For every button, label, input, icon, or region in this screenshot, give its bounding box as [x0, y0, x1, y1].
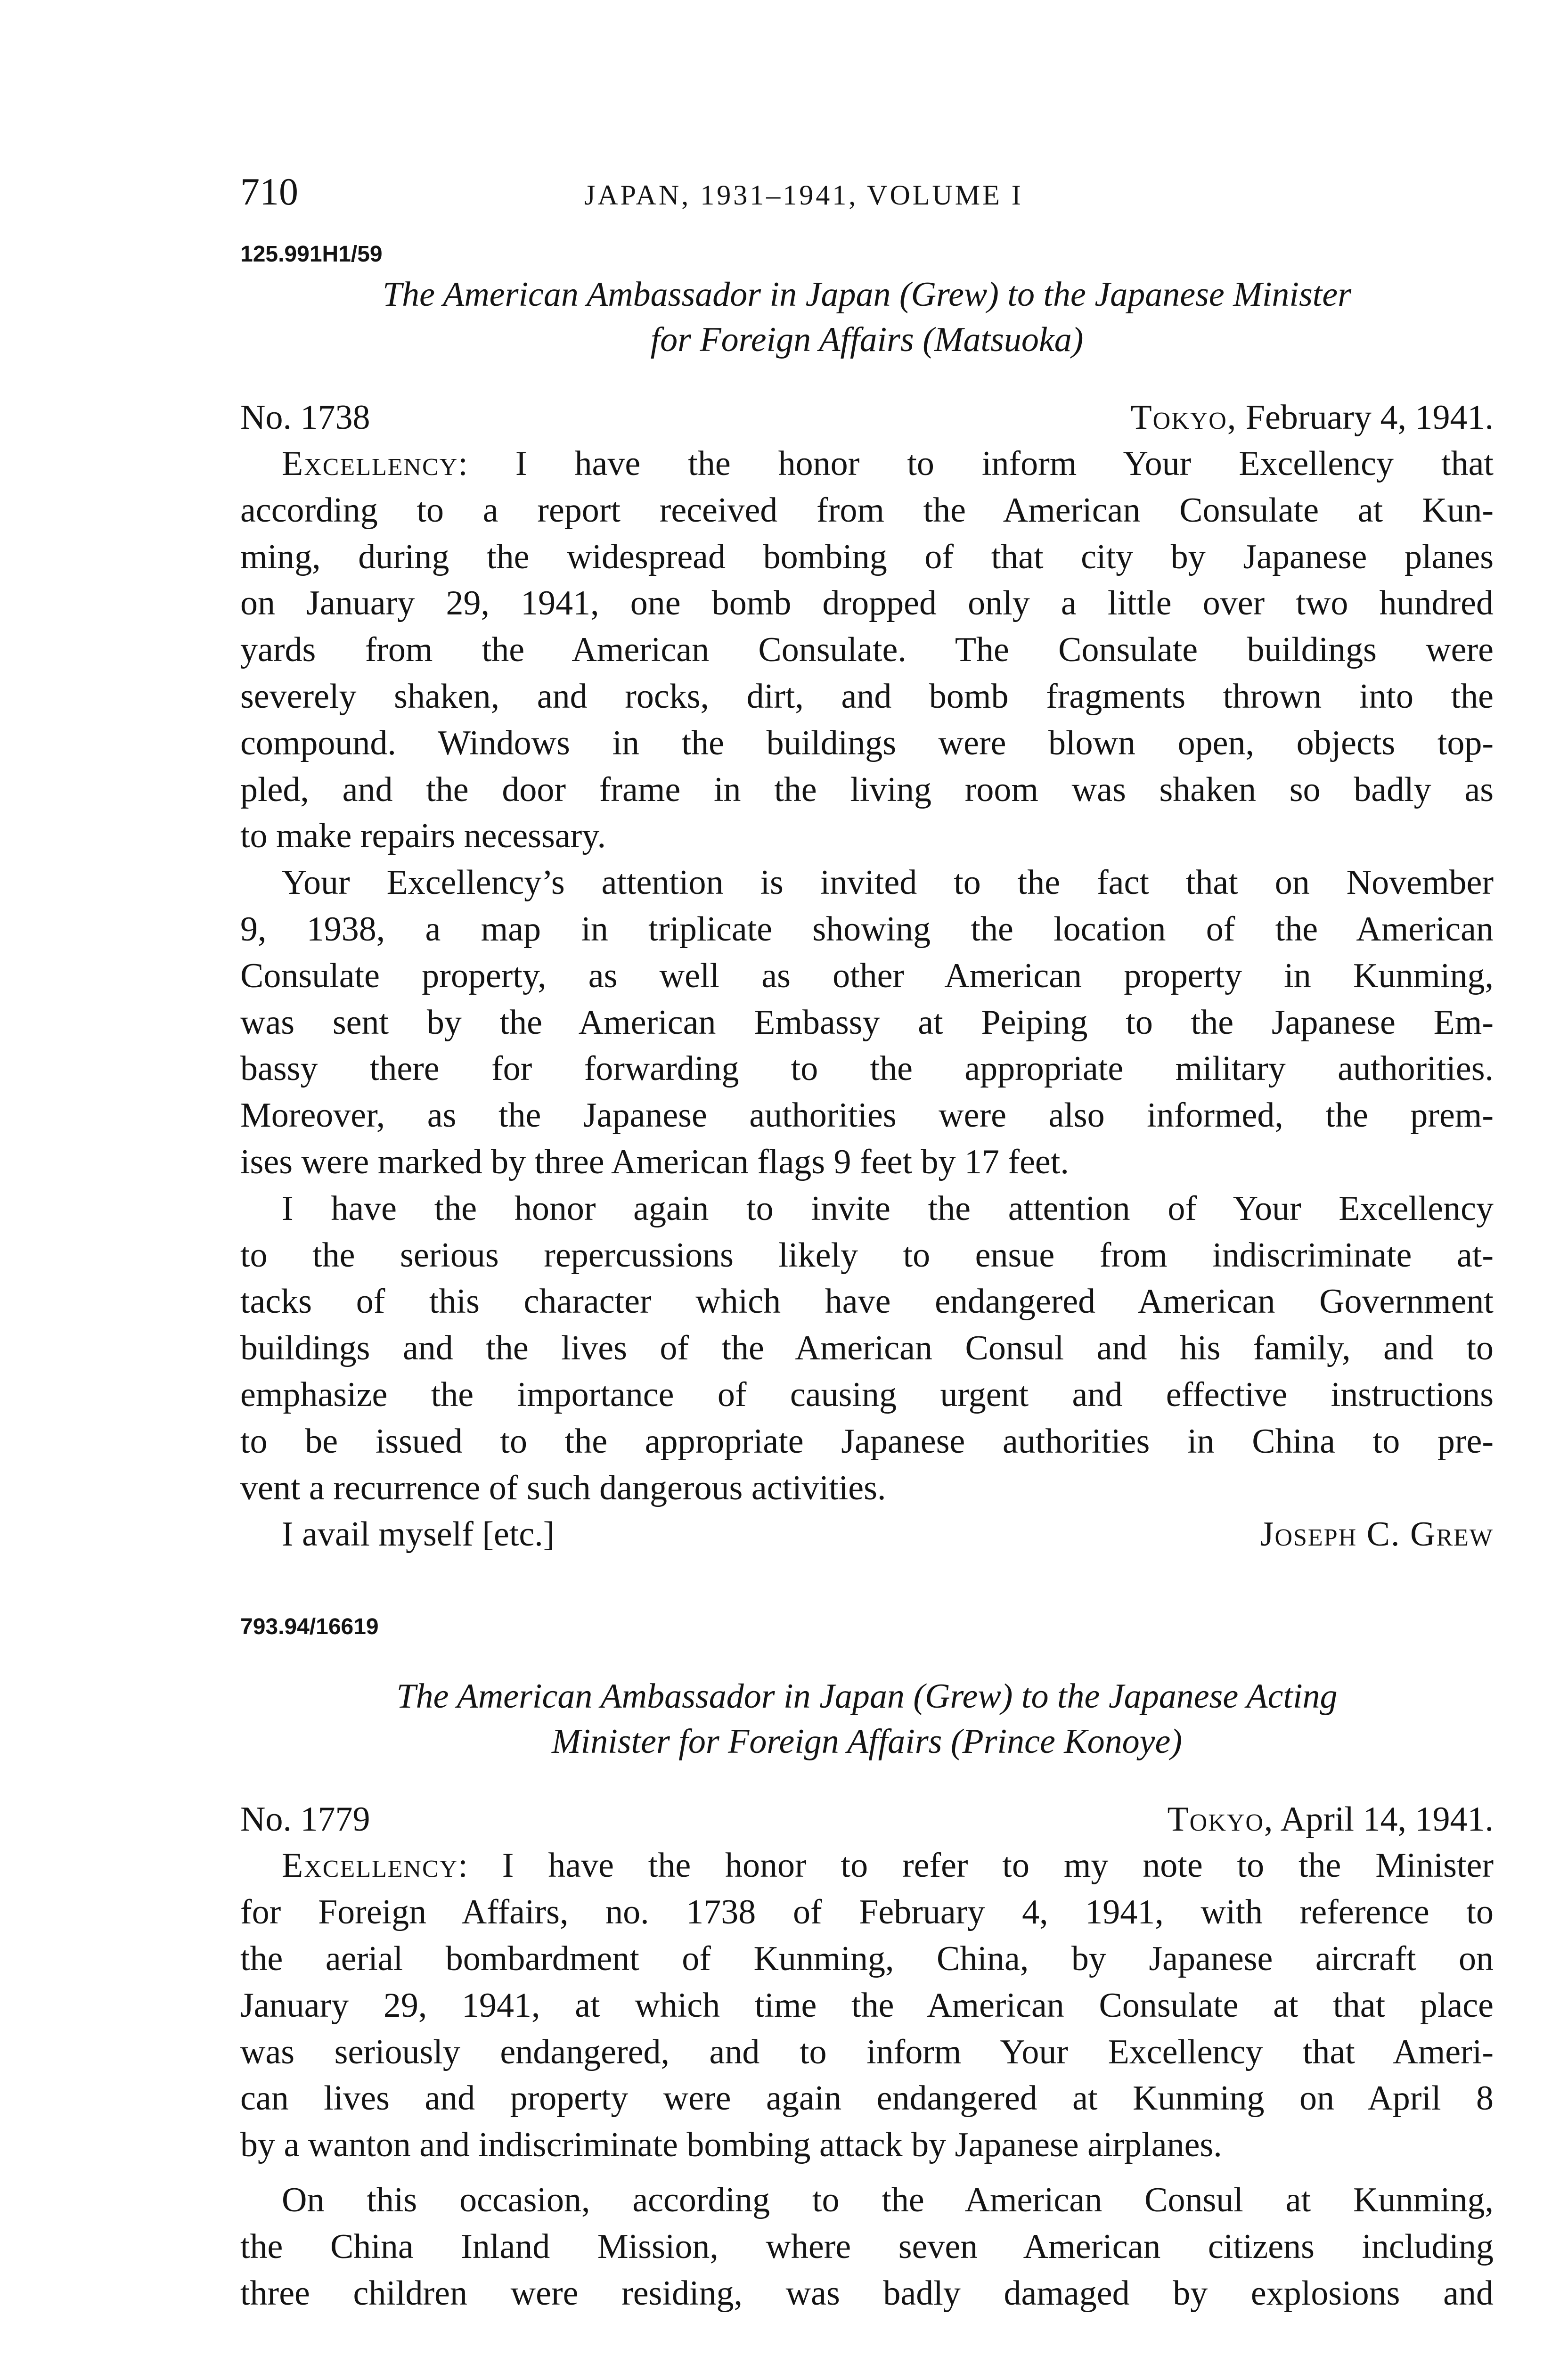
running-title: JAPAN, 1931–1941, VOLUME I [584, 180, 1023, 211]
document-2 [240, 1614, 1494, 2316]
document-meta [240, 394, 1494, 441]
text-line: to make repairs necessary. [240, 817, 606, 856]
document-title-line: Minister for Foreign Affairs (Prince Konoye) [552, 1722, 1182, 1761]
file-number: 793.94/16619 [240, 1614, 379, 1640]
place-date [1167, 1796, 1494, 1842]
closing-row [240, 1511, 1494, 1557]
text-line: emphasize the importance of causing urgent and effective instructions [240, 1375, 1494, 1414]
document-number: No. 1738 [240, 398, 370, 437]
text-line: ises were marked by three American flags 9 feet by 17 feet. [240, 1142, 1069, 1181]
text-line: for Foreign Affairs, no. 1738 of February 4, 1941, with reference to [240, 1893, 1494, 1932]
paragraph [240, 859, 1494, 1186]
text-line: bassy there for forwarding to the appropriate military authorities. [240, 1049, 1494, 1088]
text-line: 9, 1938, a map in triplicate showing the location of the American [240, 909, 1494, 949]
salutation: Excellency [282, 1846, 458, 1885]
date: April 14, 1941. [1274, 1800, 1494, 1839]
document-title-line: The American Ambassador in Japan (Grew) to the Japanese Minister [383, 275, 1351, 314]
text-line: compound. Windows in the buildings were blown open, objects top- [240, 723, 1494, 762]
text-line: by a wanton and indiscriminate bombing attack by Japanese airplanes. [240, 2126, 1222, 2165]
text-line: was seriously endangered, and to inform Your Excellency that Ameri- [240, 2032, 1494, 2071]
text-line: three children were residing, was badly damaged by explosions and [240, 2274, 1494, 2313]
text-line: January 29, 1941, at which time the American Consulate at that place [240, 1986, 1494, 2025]
text-line: yards from the American Consulate. The Consulate buildings were [240, 630, 1494, 670]
place-date [1130, 394, 1494, 441]
text-line: to be issued to the appropriate Japanese authorities in China to pre- [240, 1422, 1494, 1461]
text-line: ming, during the widespread bombing of that city by Japanese planes [240, 537, 1494, 576]
document-page [240, 170, 1494, 2316]
document-1 [240, 241, 1494, 1557]
text-line: Moreover, as the Japanese authorities were also informed, the prem- [240, 1096, 1494, 1135]
place: Tokyo, [1130, 398, 1237, 437]
page-number: 710 [240, 170, 298, 213]
text-line: severely shaken, and rocks, dirt, and bomb fragments thrown into the [240, 677, 1494, 716]
document-title [240, 272, 1494, 362]
document-meta [240, 1796, 1494, 1842]
date: February 4, 1941. [1237, 398, 1494, 437]
text-line: can lives and property were again endangered at Kunming on April 8 [240, 2079, 1494, 2118]
text-line: to the serious repercussions likely to ensue from indiscriminate at- [240, 1235, 1494, 1275]
text-line: on January 29, 1941, one bomb dropped only a little over two hundred [240, 584, 1494, 623]
document-title-line: for Foreign Affairs (Matsuoka) [650, 320, 1084, 359]
text-line: On this occasion, according to the American Consul at Kunming, [282, 2180, 1494, 2219]
document-title [240, 1674, 1494, 1764]
text-line: Excellency: I have the honor to inform Your Excellency that [282, 444, 1494, 483]
paragraph [240, 1186, 1494, 1512]
text-line: Excellency: I have the honor to refer to my note to the Minister [282, 1846, 1494, 1885]
text-line: I have the honor again to invite the attention of Your Excellency [282, 1189, 1494, 1228]
text-line: pled, and the door frame in the living room was shaken so badly as [240, 770, 1494, 809]
paragraph [240, 2177, 1494, 2316]
salutation: Excellency [282, 444, 458, 483]
text-line: tacks of this character which have endangered American Government [240, 1282, 1494, 1321]
paragraph [240, 1842, 1494, 2168]
text-line: vent a recurrence of such dangerous activities. [240, 1468, 886, 1507]
text-line: Your Excellency’s attention is invited to the fact that on November [282, 863, 1494, 902]
text-line: was sent by the American Embassy at Peiping to the Japanese Em- [240, 1003, 1494, 1042]
text-line: the aerial bombardment of Kunming, China, by Japanese aircraft on [240, 1939, 1494, 1978]
document-title-line: The American Ambassador in Japan (Grew) to the Japanese Acting [396, 1677, 1338, 1716]
closing-formula: I avail myself [etc.] [282, 1515, 555, 1554]
running-header [240, 170, 1494, 221]
document-number: No. 1779 [240, 1800, 370, 1839]
signature: Joseph C. Grew [1260, 1515, 1494, 1554]
text-line: according to a report received from the American Consulate at Kun- [240, 491, 1494, 530]
text-line: buildings and the lives of the American Consul and his family, and to [240, 1329, 1494, 1368]
file-number: 125.991H1/59 [240, 242, 383, 267]
text-line: Consulate property, as well as other American property in Kunming, [240, 956, 1494, 995]
paragraph [240, 441, 1494, 859]
text-line: the China Inland Mission, where seven American citizens including [240, 2227, 1494, 2266]
place: Tokyo, [1167, 1800, 1274, 1839]
